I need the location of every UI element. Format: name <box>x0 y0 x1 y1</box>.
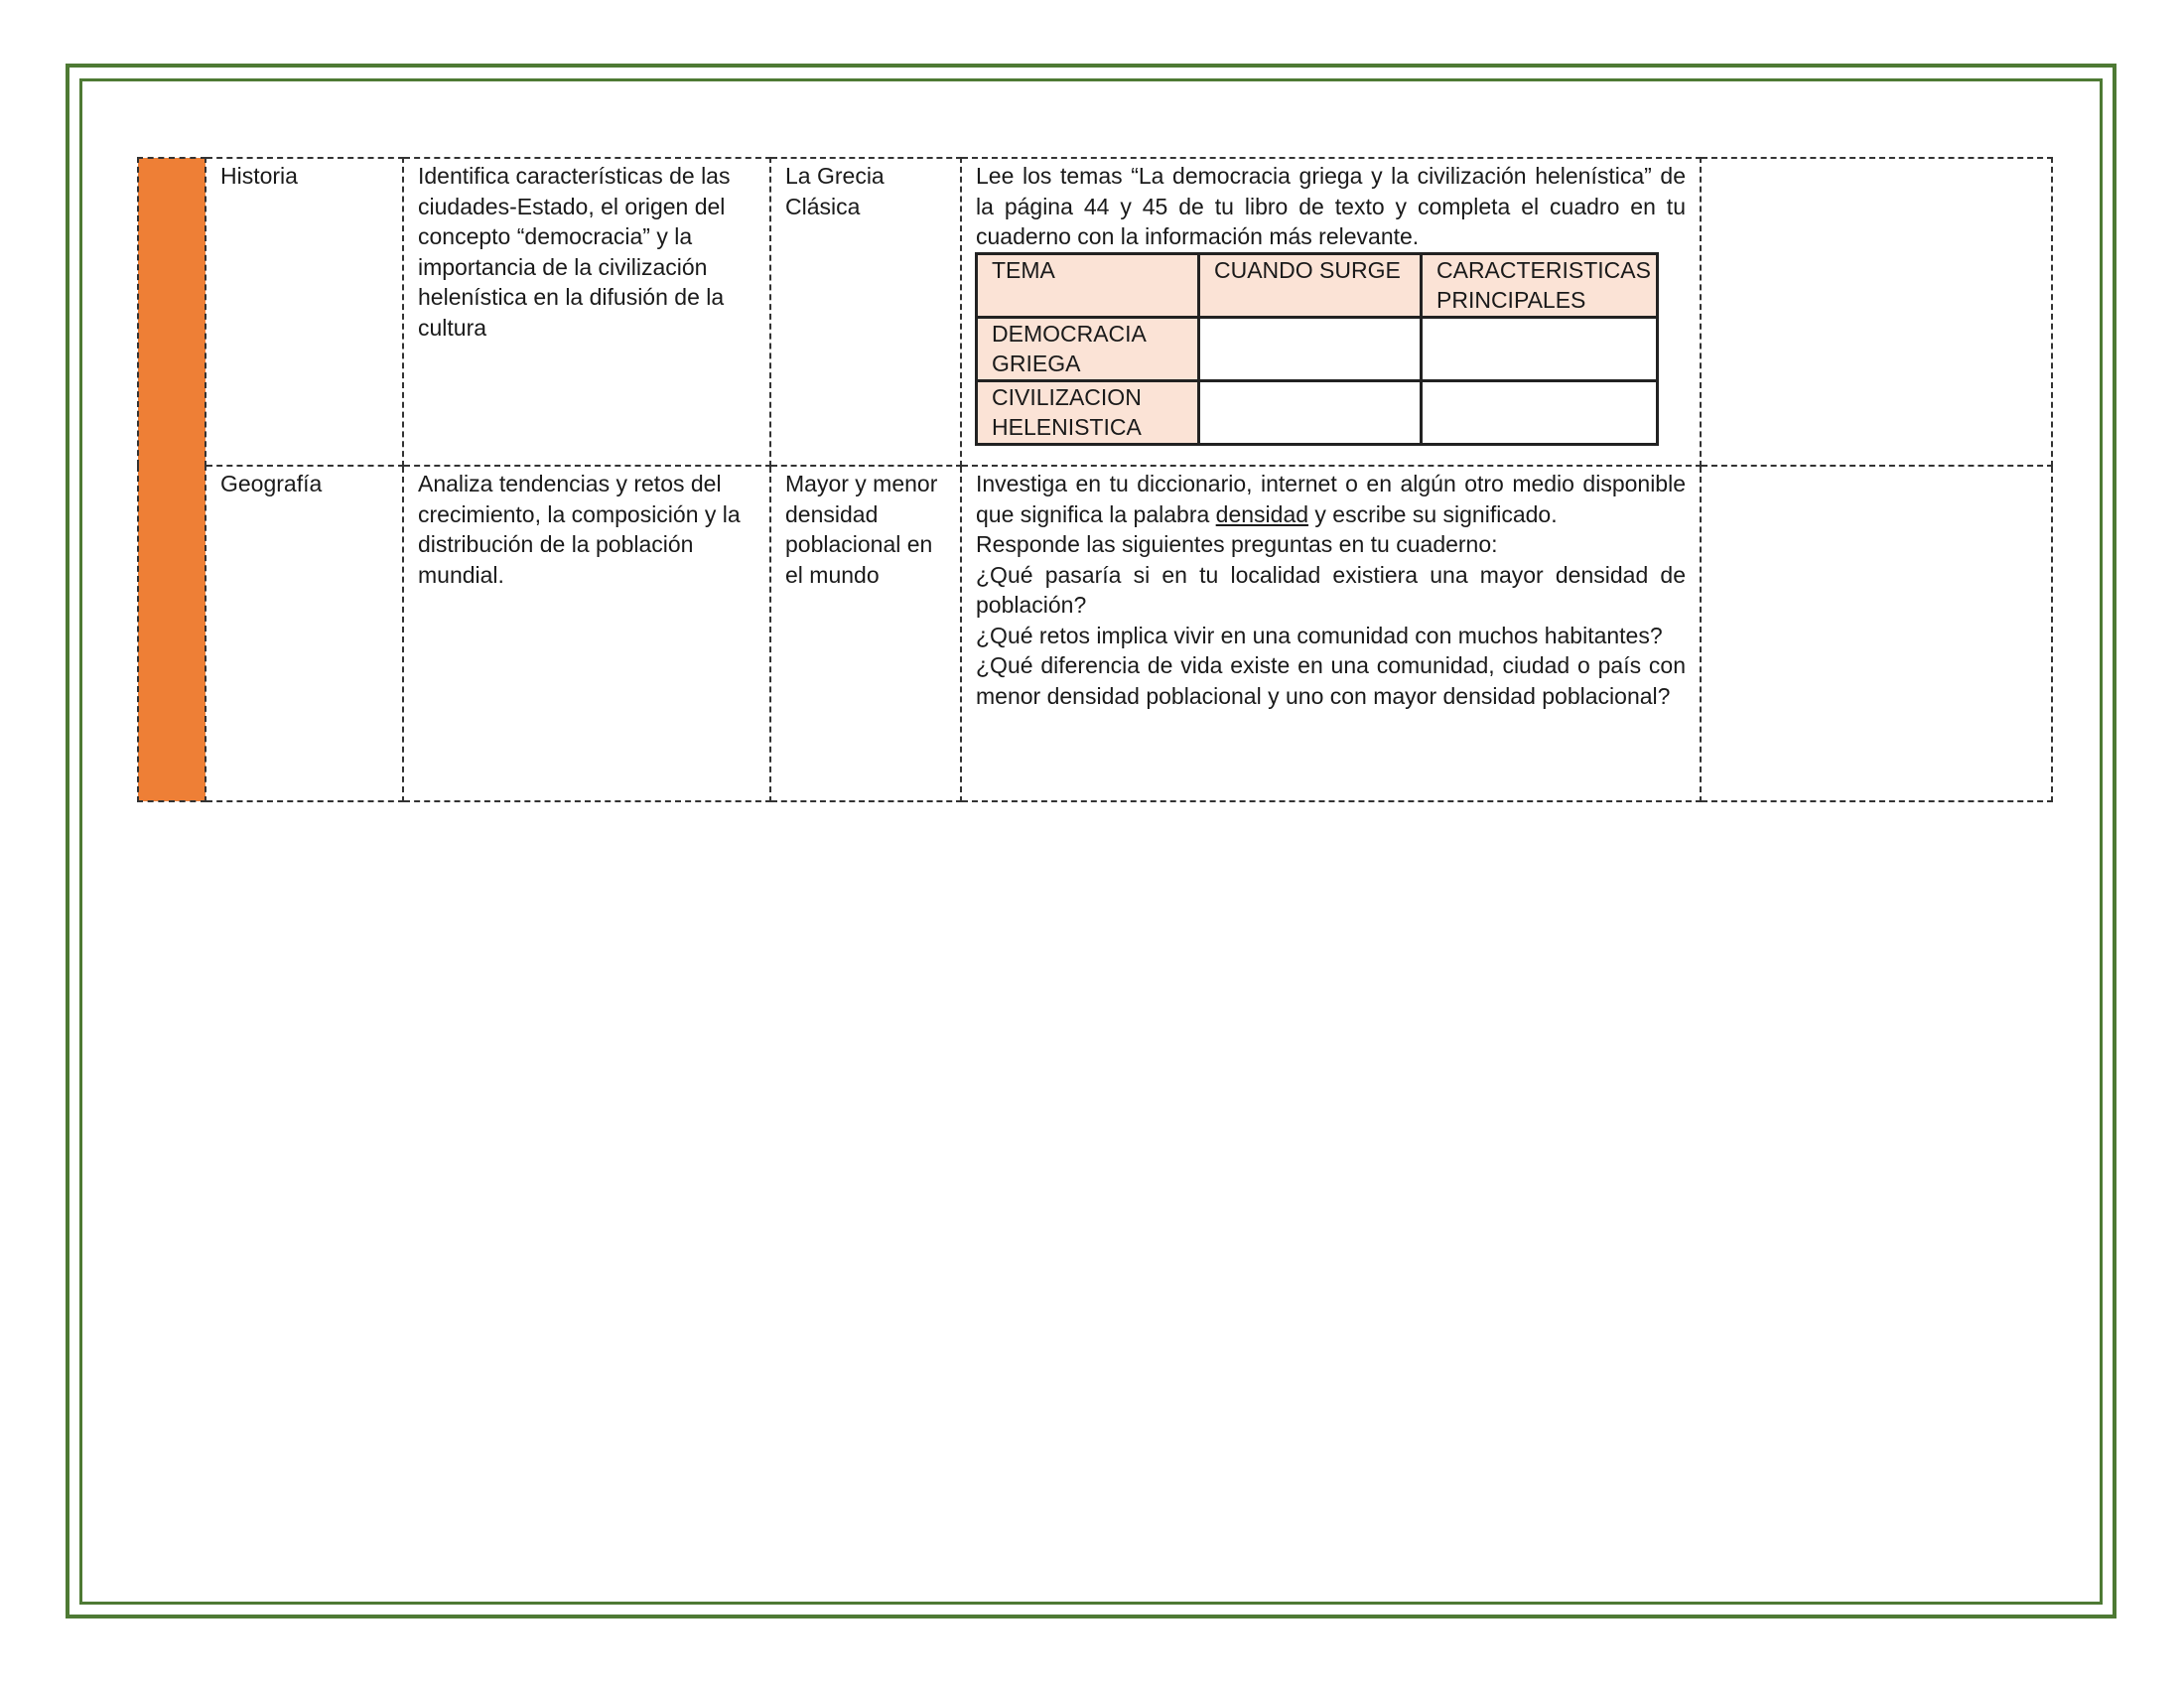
subject-label: Historia <box>220 163 298 189</box>
table-row-geografia <box>138 466 2052 801</box>
activity-cell <box>961 466 1701 801</box>
learning-cell <box>403 158 770 466</box>
summary-cell-tema: CIVILIZACION HELENISTICA <box>977 380 1199 444</box>
keyword-densidad: densidad <box>1215 500 1309 527</box>
table-row-historia <box>138 158 2052 466</box>
notes-cell <box>1701 466 2052 801</box>
activity-intro <box>976 469 1686 529</box>
summary-table <box>975 252 1659 446</box>
summary-header-caracteristicas: CARACTERISTICAS PRINCIPALES <box>1422 253 1658 317</box>
summary-cell-tema: DEMOCRACIA GRIEGA <box>977 317 1199 380</box>
summary-header-cuando: CUANDO SURGE <box>1199 253 1422 317</box>
subject-cell <box>205 158 403 466</box>
activity-intro-after: y escribe su significado. <box>1314 500 1558 527</box>
learning-text: Identifica características de las ciudades-Estado, el origen del concepto “democracia” y la importancia de la civilización helenística en la difusión de la cultura <box>418 163 731 341</box>
question-item: ¿Qué retos implica vivir en una comunidad con muchos habitantes? <box>976 622 1663 648</box>
subject-cell <box>205 466 403 801</box>
question-item: ¿Qué diferencia de vida existe en una comunidad, ciudad o país con menor densidad poblacional y uno con mayor densidad poblacional? <box>976 652 1686 709</box>
learning-text: Analiza tendencias y retos del crecimiento, la composición y la distribución de la población mundial. <box>418 471 741 588</box>
notes-cell <box>1701 158 2052 466</box>
summary-cell-empty <box>1199 380 1422 444</box>
question-item: ¿Qué pasaría si en tu localidad existiera una mayor densidad de población? <box>976 561 1686 618</box>
activity-cell <box>961 158 1701 466</box>
summary-row-civilizacion <box>977 380 1658 444</box>
learning-cell <box>403 466 770 801</box>
summary-row-democracia <box>977 317 1658 380</box>
lesson-plan-table <box>137 157 2053 802</box>
subject-label: Geografía <box>220 471 323 496</box>
summary-header-row <box>977 253 1658 317</box>
activity-instruction: Responde las siguientes preguntas en tu cuaderno: <box>976 531 1498 557</box>
summary-cell-empty <box>1422 317 1658 380</box>
activity-intro-before: Investiga en tu diccionario, internet o en algún otro medio disponible que significa la palabra <box>976 471 1686 527</box>
topic-text: La Grecia Clásica <box>785 163 885 219</box>
topic-cell <box>770 466 961 801</box>
summary-header-tema: TEMA <box>977 253 1199 317</box>
accent-column <box>138 158 205 801</box>
topic-cell <box>770 158 961 466</box>
activity-text: Lee los temas “La democracia griega y la civilización helenística” de la página 44 y 45 de tu libro de texto y completa el cuadro en tu cuaderno con la información más relevante. <box>976 163 1686 249</box>
topic-text: Mayor y menor densidad poblacional en el mundo <box>785 471 938 588</box>
summary-cell-empty <box>1199 317 1422 380</box>
summary-cell-empty <box>1422 380 1658 444</box>
